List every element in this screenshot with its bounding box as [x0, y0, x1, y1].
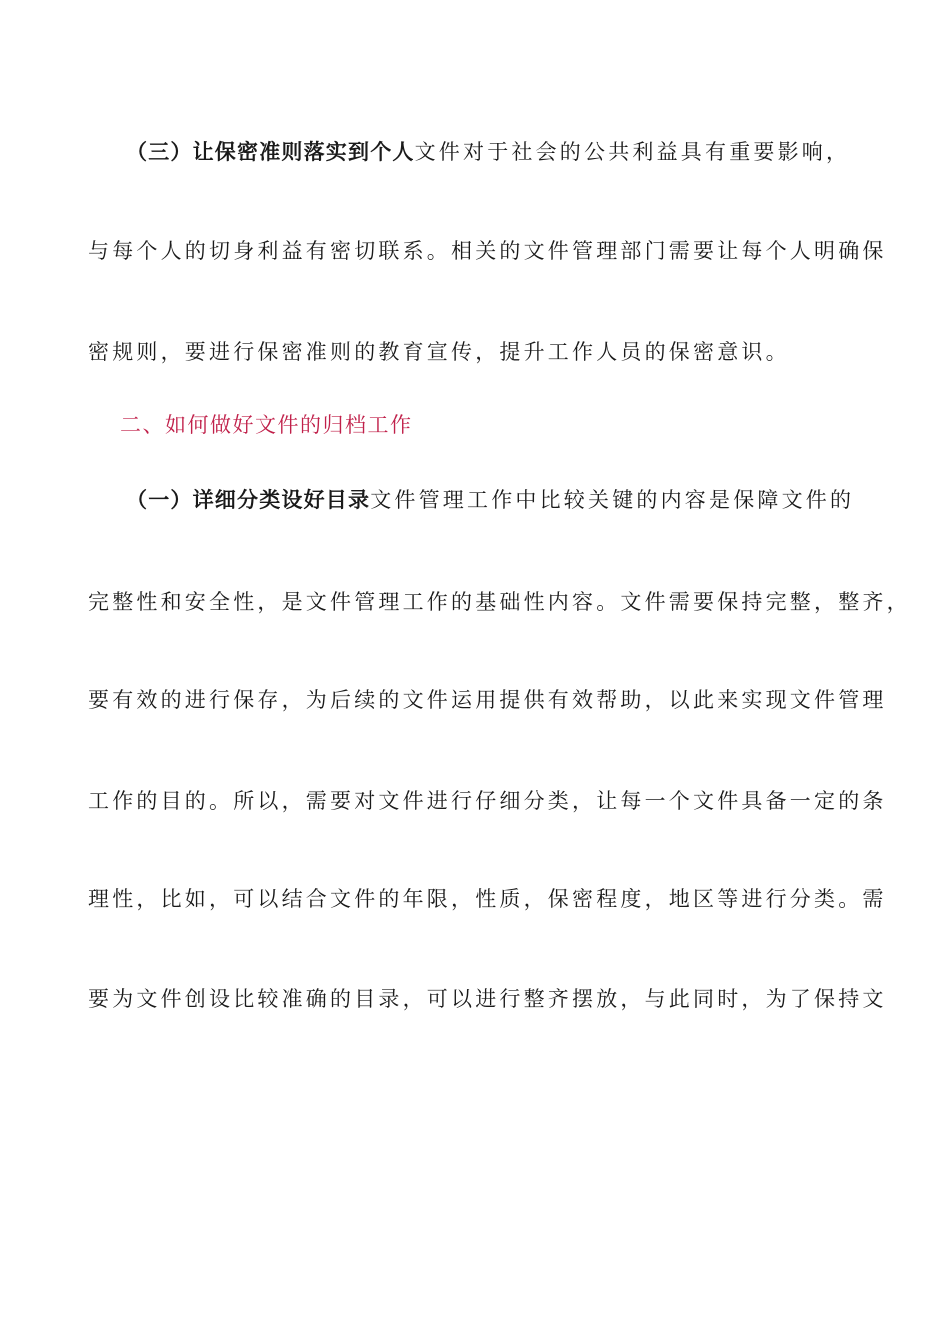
section-heading: 二、如何做好文件的归档工作: [120, 413, 413, 437]
subheading-bold: （三）让保密准则落实到个人: [126, 140, 415, 164]
paragraph-text: 文件管理工作中比较关键的内容是保障文件的: [370, 488, 855, 512]
paragraph-line: 完整性和安全性，是文件管理工作的基础性内容。文件需要保持完整，整齐，: [88, 590, 911, 614]
paragraph-line: 密规则，要进行保密准则的教育宣传，提升工作人员的保密意识。: [88, 340, 790, 364]
paragraph-line: [126, 485, 916, 515]
paragraph-line: 工作的目的。所以，需要对文件进行仔细分类，让每一个文件具备一定的条: [88, 789, 887, 813]
paragraph-line: 要为文件创设比较准确的目录，可以进行整齐摆放，与此同时，为了保持文: [88, 987, 887, 1011]
paragraph-line: [126, 137, 916, 167]
subheading-bold: （一）详细分类设好目录: [126, 488, 371, 512]
paragraph-text: 文件对于社会的公共利益具有重要影响，: [414, 140, 851, 164]
paragraph-line: 与每个人的切身利益有密切联系。相关的文件管理部门需要让每个人明确保: [88, 239, 887, 263]
paragraph-line: 理性，比如，可以结合文件的年限，性质，保密程度，地区等进行分类。需: [88, 887, 887, 911]
paragraph-line: 要有效的进行保存，为后续的文件运用提供有效帮助，以此来实现文件管理: [88, 688, 887, 712]
